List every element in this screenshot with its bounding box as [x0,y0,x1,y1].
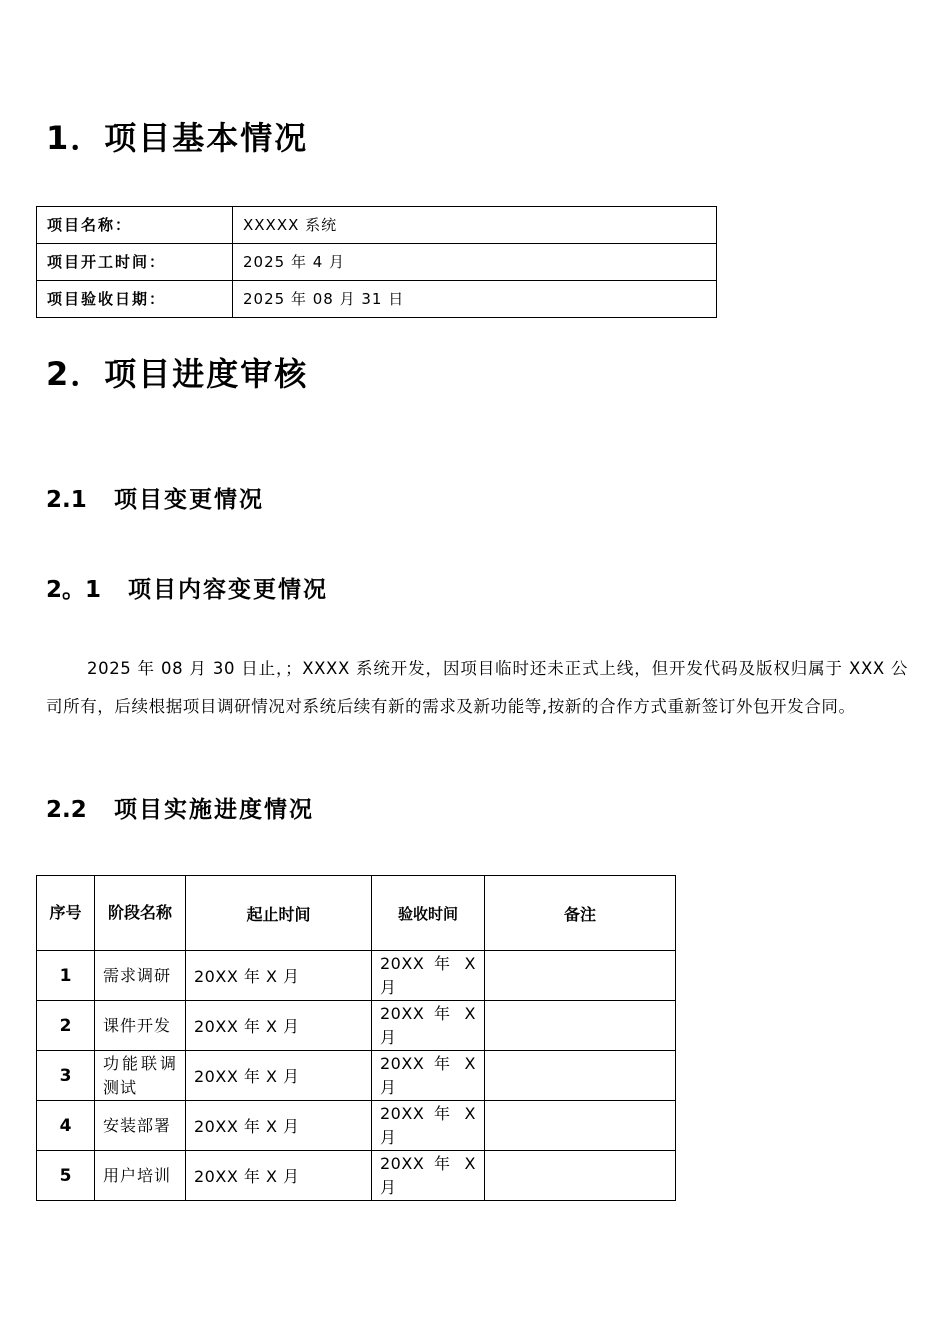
row-accept: 20XX 年 X 月 [372,1101,485,1151]
subsection-number: 2.2 [46,797,87,823]
info-value: 2025 年 4 月 [233,244,717,281]
row-remark [485,1001,676,1051]
section-2-heading: 2．项目进度审核 [46,355,309,393]
row-remark [485,1101,676,1151]
row-stage: 安装部署 [95,1101,186,1151]
header-remark: 备注 [485,876,676,951]
subsection-number: 2.1 [46,487,87,513]
row-remark [485,951,676,1001]
row-accept: 20XX 年 X 月 [372,951,485,1001]
table-row [37,244,717,281]
row-number: 2 [37,1001,95,1051]
row-remark [485,1151,676,1201]
subsection-title: 项目实施进度情况 [114,797,314,823]
subsection-number: 2。1 [46,577,102,603]
row-number: 3 [37,1051,95,1101]
project-info-table [36,206,717,318]
header-period: 起止时间 [186,876,372,951]
info-value: XXXXX 系统 [233,207,717,244]
row-period: 20XX 年 X 月 [186,1051,372,1101]
info-key: 项目开工时间： [37,244,233,281]
row-period: 20XX 年 X 月 [186,1001,372,1051]
subsection-2-1-content-heading [46,575,328,605]
subsection-2-2-heading [46,795,314,825]
table-row [37,1001,676,1051]
row-accept: 20XX 年 X 月 [372,1001,485,1051]
row-remark [485,1051,676,1101]
schedule-table [36,875,676,1201]
info-value: 2025 年 08 月 31 日 [233,281,717,318]
table-row [37,207,717,244]
table-row [37,281,717,318]
table-row [37,1101,676,1151]
table-row [37,1051,676,1101]
row-stage: 需求调研 [95,951,186,1001]
subsection-title: 项目变更情况 [114,487,264,513]
row-number: 5 [37,1151,95,1201]
row-accept: 20XX 年 X 月 [372,1151,485,1201]
info-key: 项目名称： [37,207,233,244]
header-accept: 验收时间 [372,876,485,951]
table-row [37,1151,676,1201]
header-stage: 阶段名称 [95,876,186,951]
subsection-title: 项目内容变更情况 [128,577,328,603]
row-number: 1 [37,951,95,1001]
row-stage: 功能联调测试 [95,1051,186,1101]
table-header-row [37,876,676,951]
content-change-paragraph: 2025 年 08 月 30 日止，；XXXX 系统开发，因项目临时还未正式上线，但开发代码及版权归属于 XXX 公司所有，后续根据项目调研情况对系统后续有新的需求及新功能等,按新的合作方式重新签订外包开发合同。 [46,659,908,716]
table-row [37,951,676,1001]
row-stage: 课件开发 [95,1001,186,1051]
row-period: 20XX 年 X 月 [186,1151,372,1201]
row-period: 20XX 年 X 月 [186,951,372,1001]
info-key: 项目验收日期： [37,281,233,318]
section-1-heading: 1．项目基本情况 [46,119,309,157]
row-stage: 用户培训 [95,1151,186,1201]
row-accept: 20XX 年 X 月 [372,1051,485,1101]
header-seq: 序号 [37,876,95,951]
row-number: 4 [37,1101,95,1151]
subsection-2-1-heading [46,485,264,515]
row-period: 20XX 年 X 月 [186,1101,372,1151]
